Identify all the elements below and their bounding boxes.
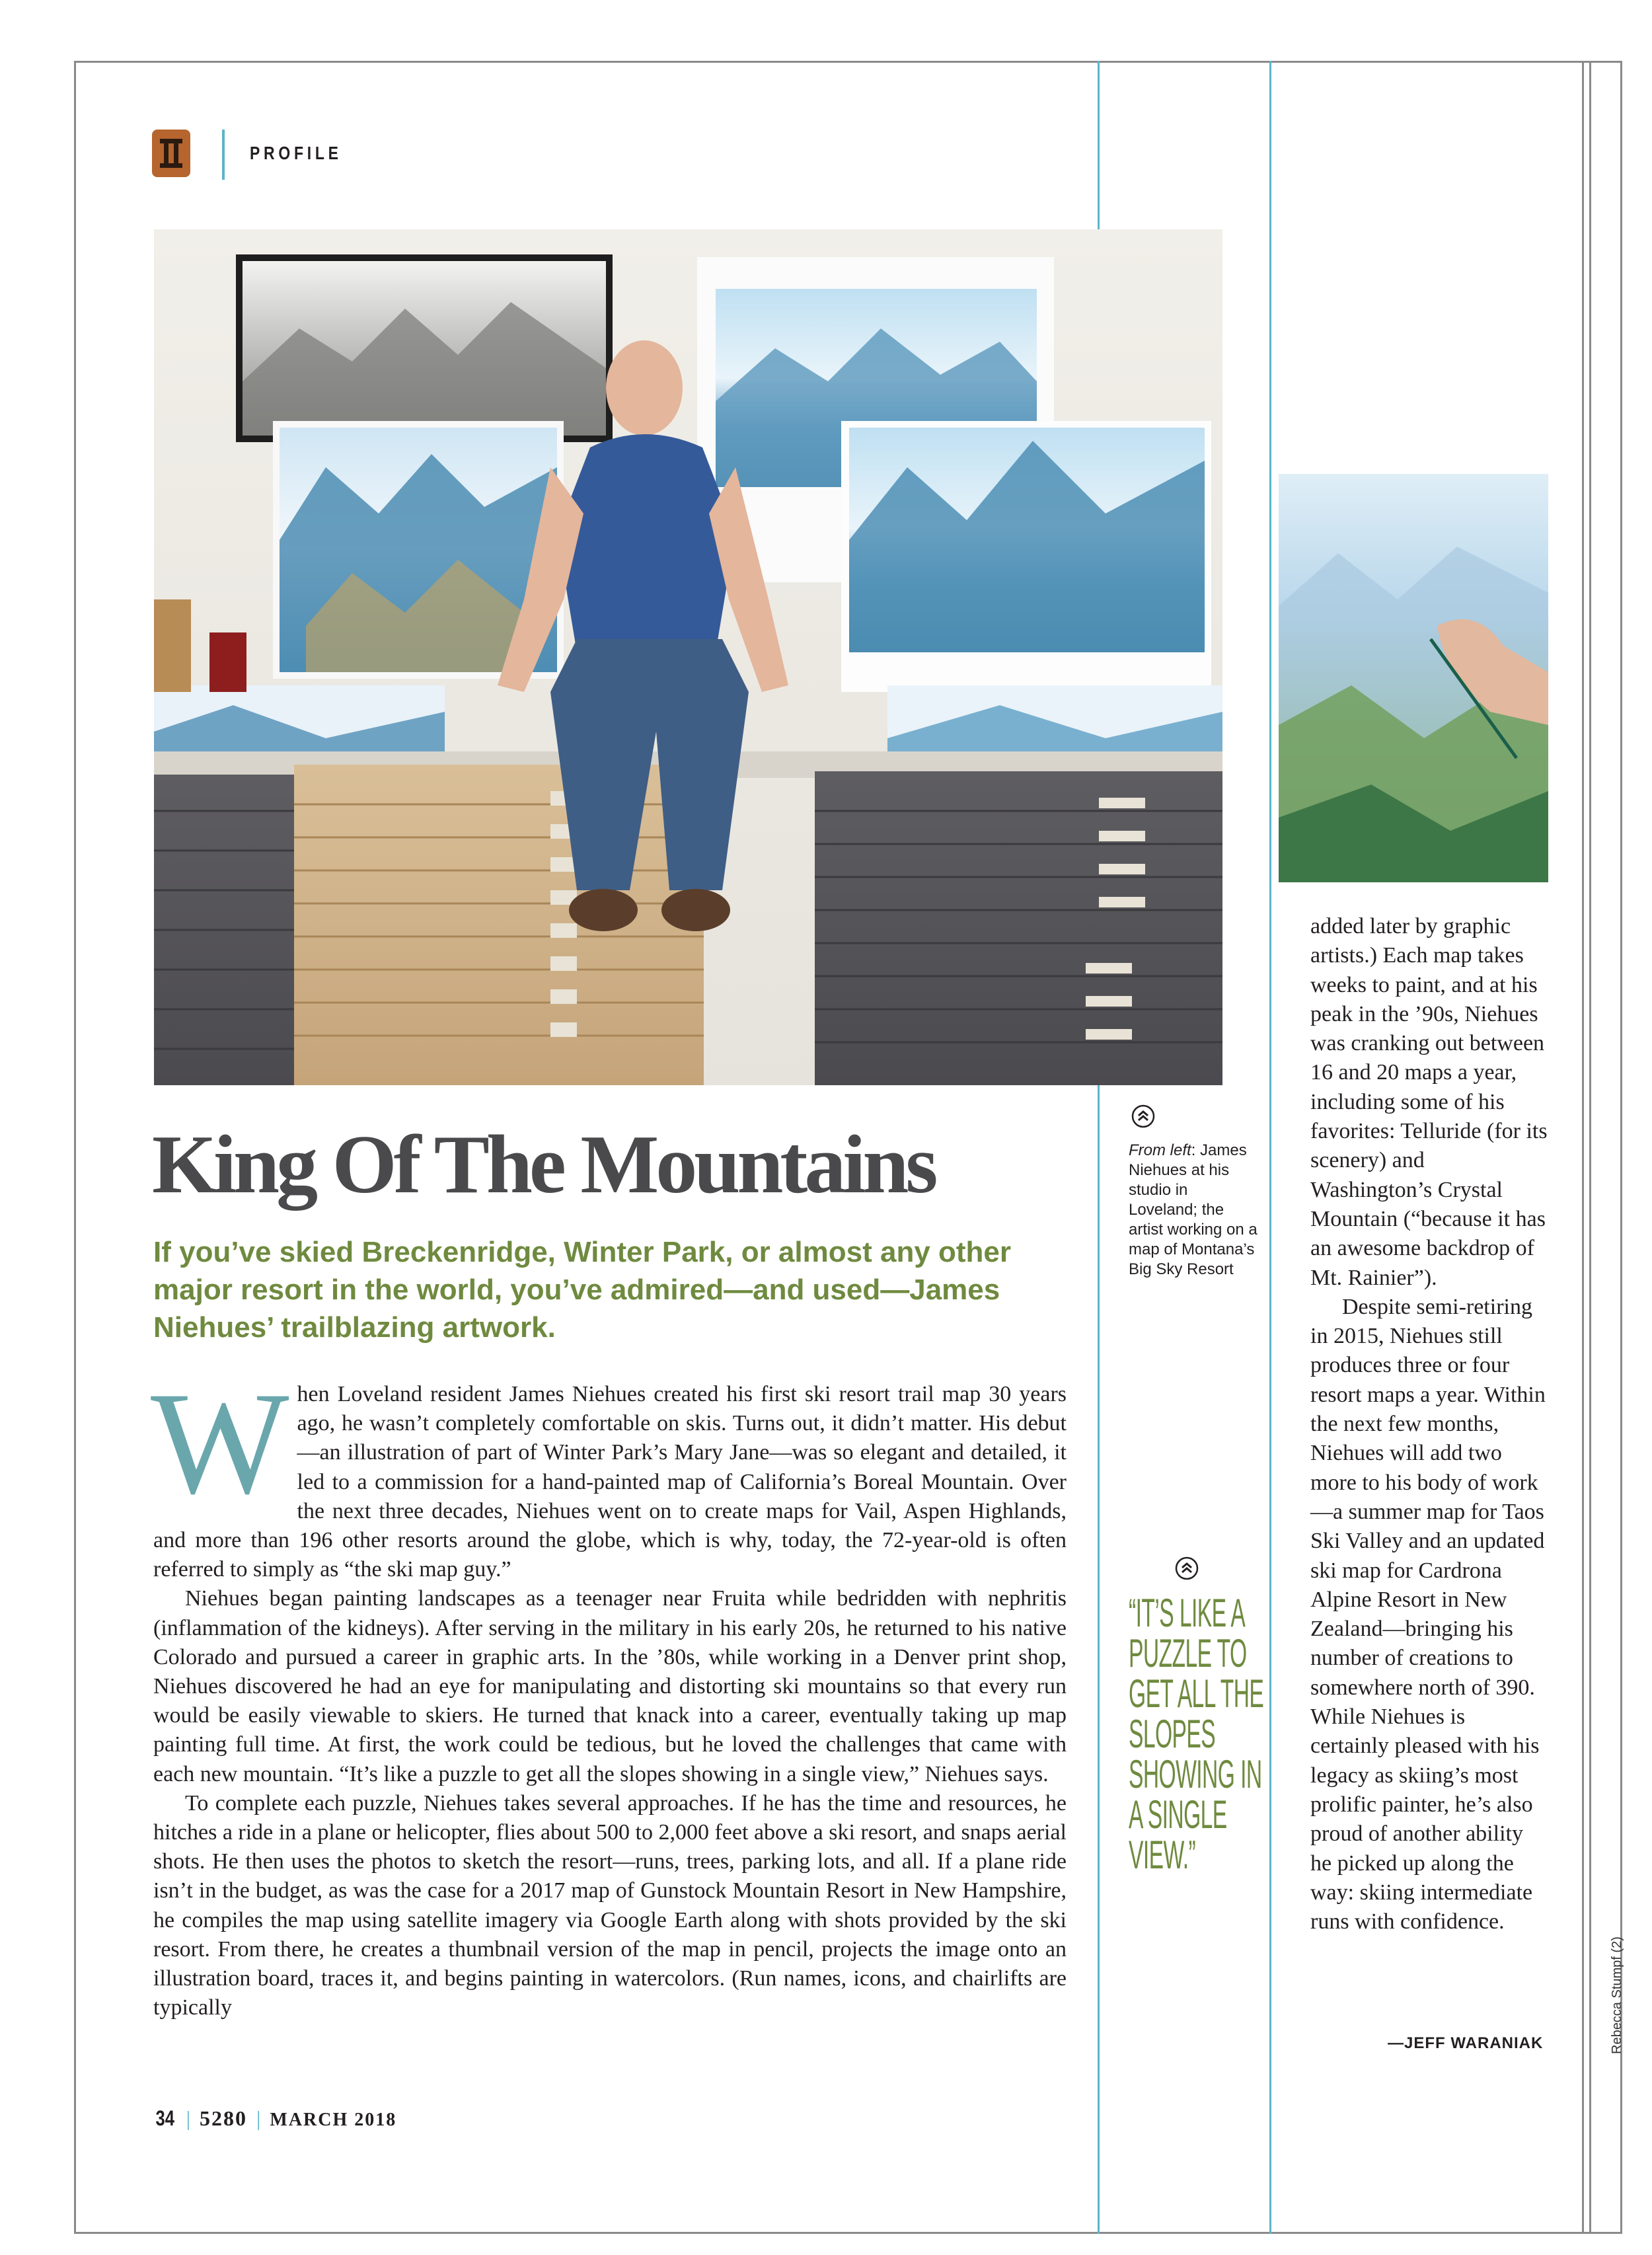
- column-rule-right: [1269, 61, 1271, 2234]
- article-dek: If you’ve skied Breckenridge, Winter Park, or almost any other major resort in the world, you’ve admired—and used—James Niehues’ trailblazing artwork.: [153, 1236, 1012, 1344]
- paragraph-3: To complete each puzzle, Niehues takes several approaches. If he has the time and resources, he hitches a ride in a plane or helicopter, flies about 500 to 2,000 feet above a ski resort, and snaps aerial shots. He then uses the photos to sketch the resort—runs, trees, parking lots, and all. If a plane ride isn’t in the budget, as was the case for a 2017 map of Gunstock Mountain Resort in New Hampshire, he compiles the map using satellite imagery via Google Earth along with shots provided by the ski resort. From there, he creates a thumbnail version of the map in pencil, projects the image onto an illustration board, traces it, and begins painting in watercolors. (Run names, icons, and chairlifts are typically: [153, 1790, 1067, 2020]
- byline: —JEFF WARANIAK: [1388, 2034, 1544, 2052]
- side-photo: [1279, 474, 1548, 882]
- magazine-name: 5280: [200, 2106, 247, 2130]
- photo-caption: [1129, 1141, 1261, 1280]
- section-label: PROFILE: [250, 143, 342, 163]
- section-logo-icon: [152, 130, 190, 177]
- photo-credit: Rebecca Stumpf (2): [1610, 1936, 1624, 2054]
- issue-date: MARCH 2018: [270, 2110, 397, 2130]
- main-photo: [154, 229, 1222, 1085]
- paragraph-3-continued: added later by graphic artists.) Each map takes weeks to paint, and at his peak in the ’90s, Niehues was cranking out between 16 and 20 maps a year, including some of his favorites: Telluride (for its scenery) and Washington’s Crystal Mountain (“because it has an awesome backdrop of Mt. Rainier”).: [1310, 914, 1548, 1290]
- double-chevron-up-icon: [1175, 1556, 1199, 1580]
- paragraph-1: [151, 1362, 1067, 1584]
- pull-quote: “IT’S LIKE A PUZZLE TO GET ALL THE SLOPES SHOWING IN A SINGLE VIEW.”: [1129, 1591, 1264, 1877]
- caption-text: : James Niehues at his studio in Loveland; the artist working on a map of Montana’s Big Sky Resort: [1129, 1141, 1258, 1278]
- drop-cap: W: [151, 1362, 289, 1525]
- paragraph-4: Despite semi-retiring in 2015, Niehues still produces three or four resort maps a year. Within the next few months, Niehues will add two more to his body of work—a summer map for Taos Ski Valley and an updated ski map for Cardrona Alpine Resort in New Zealand—bringing his number of creations to somewhere north of 390. While Niehues is certainly pleased with his legacy as skiing’s most prolific painter, he’s also proud of another ability he picked up along the way: skiing intermediate runs with confidence.: [1310, 1294, 1546, 1934]
- article-title: King Of The Mountains: [152, 1119, 935, 1211]
- paragraph-2: Niehues began painting landscapes as a teenager near Fruita while bedridden with nephritis (inflammation of the kidneys). After serving in the military in his early 20s, he returned to his native Colorado and pursued a career in graphic arts. In the ’80s, while working in a Denver print shop, Niehues discovered he had an eye for manipulating and distorting ski mountains so that every run would be easily viewable to skiers. He turned that knack into a career, eventually taking up map painting full time. At first, the work could be tedious, but he loved the challenges that came with each new mountain. “It’s like a puzzle to get all the slopes showing in a single view,” Niehues says.: [153, 1586, 1067, 1786]
- article-body-continued: [1310, 912, 1548, 1936]
- header-divider: [222, 130, 225, 180]
- page-number: 34: [155, 2106, 175, 2130]
- folio-separator: |: [186, 2106, 190, 2130]
- article-body: [151, 1362, 1067, 2022]
- studio-photo-illustration: [154, 229, 1222, 1085]
- folio-separator: |: [256, 2106, 261, 2130]
- caption-lead: From left: [1129, 1141, 1191, 1159]
- paragraph-1-text: hen Loveland resident James Niehues created his first ski resort trail map 30 years ago, he wasn’t completely comfortable on skis. Turns out, it didn’t matter. His debut—an illustration of part of Winter Park’s Mary Jane—was so elegant and detailed, it led to a commission for a hand-painted map of California’s Boreal Mountain. Over the next three decades, Niehues went on to create maps for Vail, Aspen Highlands, and more than 196 other resorts around the globe, which is why, today, the 72-year-old is often referred to simply as “the ski map guy.”: [153, 1382, 1067, 1582]
- double-chevron-up-icon: [1131, 1104, 1155, 1128]
- folio: [153, 2106, 396, 2131]
- margin-rule-1: [1582, 61, 1584, 2234]
- margin-rule-2: [1589, 61, 1591, 2234]
- painting-closeup-illustration: [1279, 474, 1548, 882]
